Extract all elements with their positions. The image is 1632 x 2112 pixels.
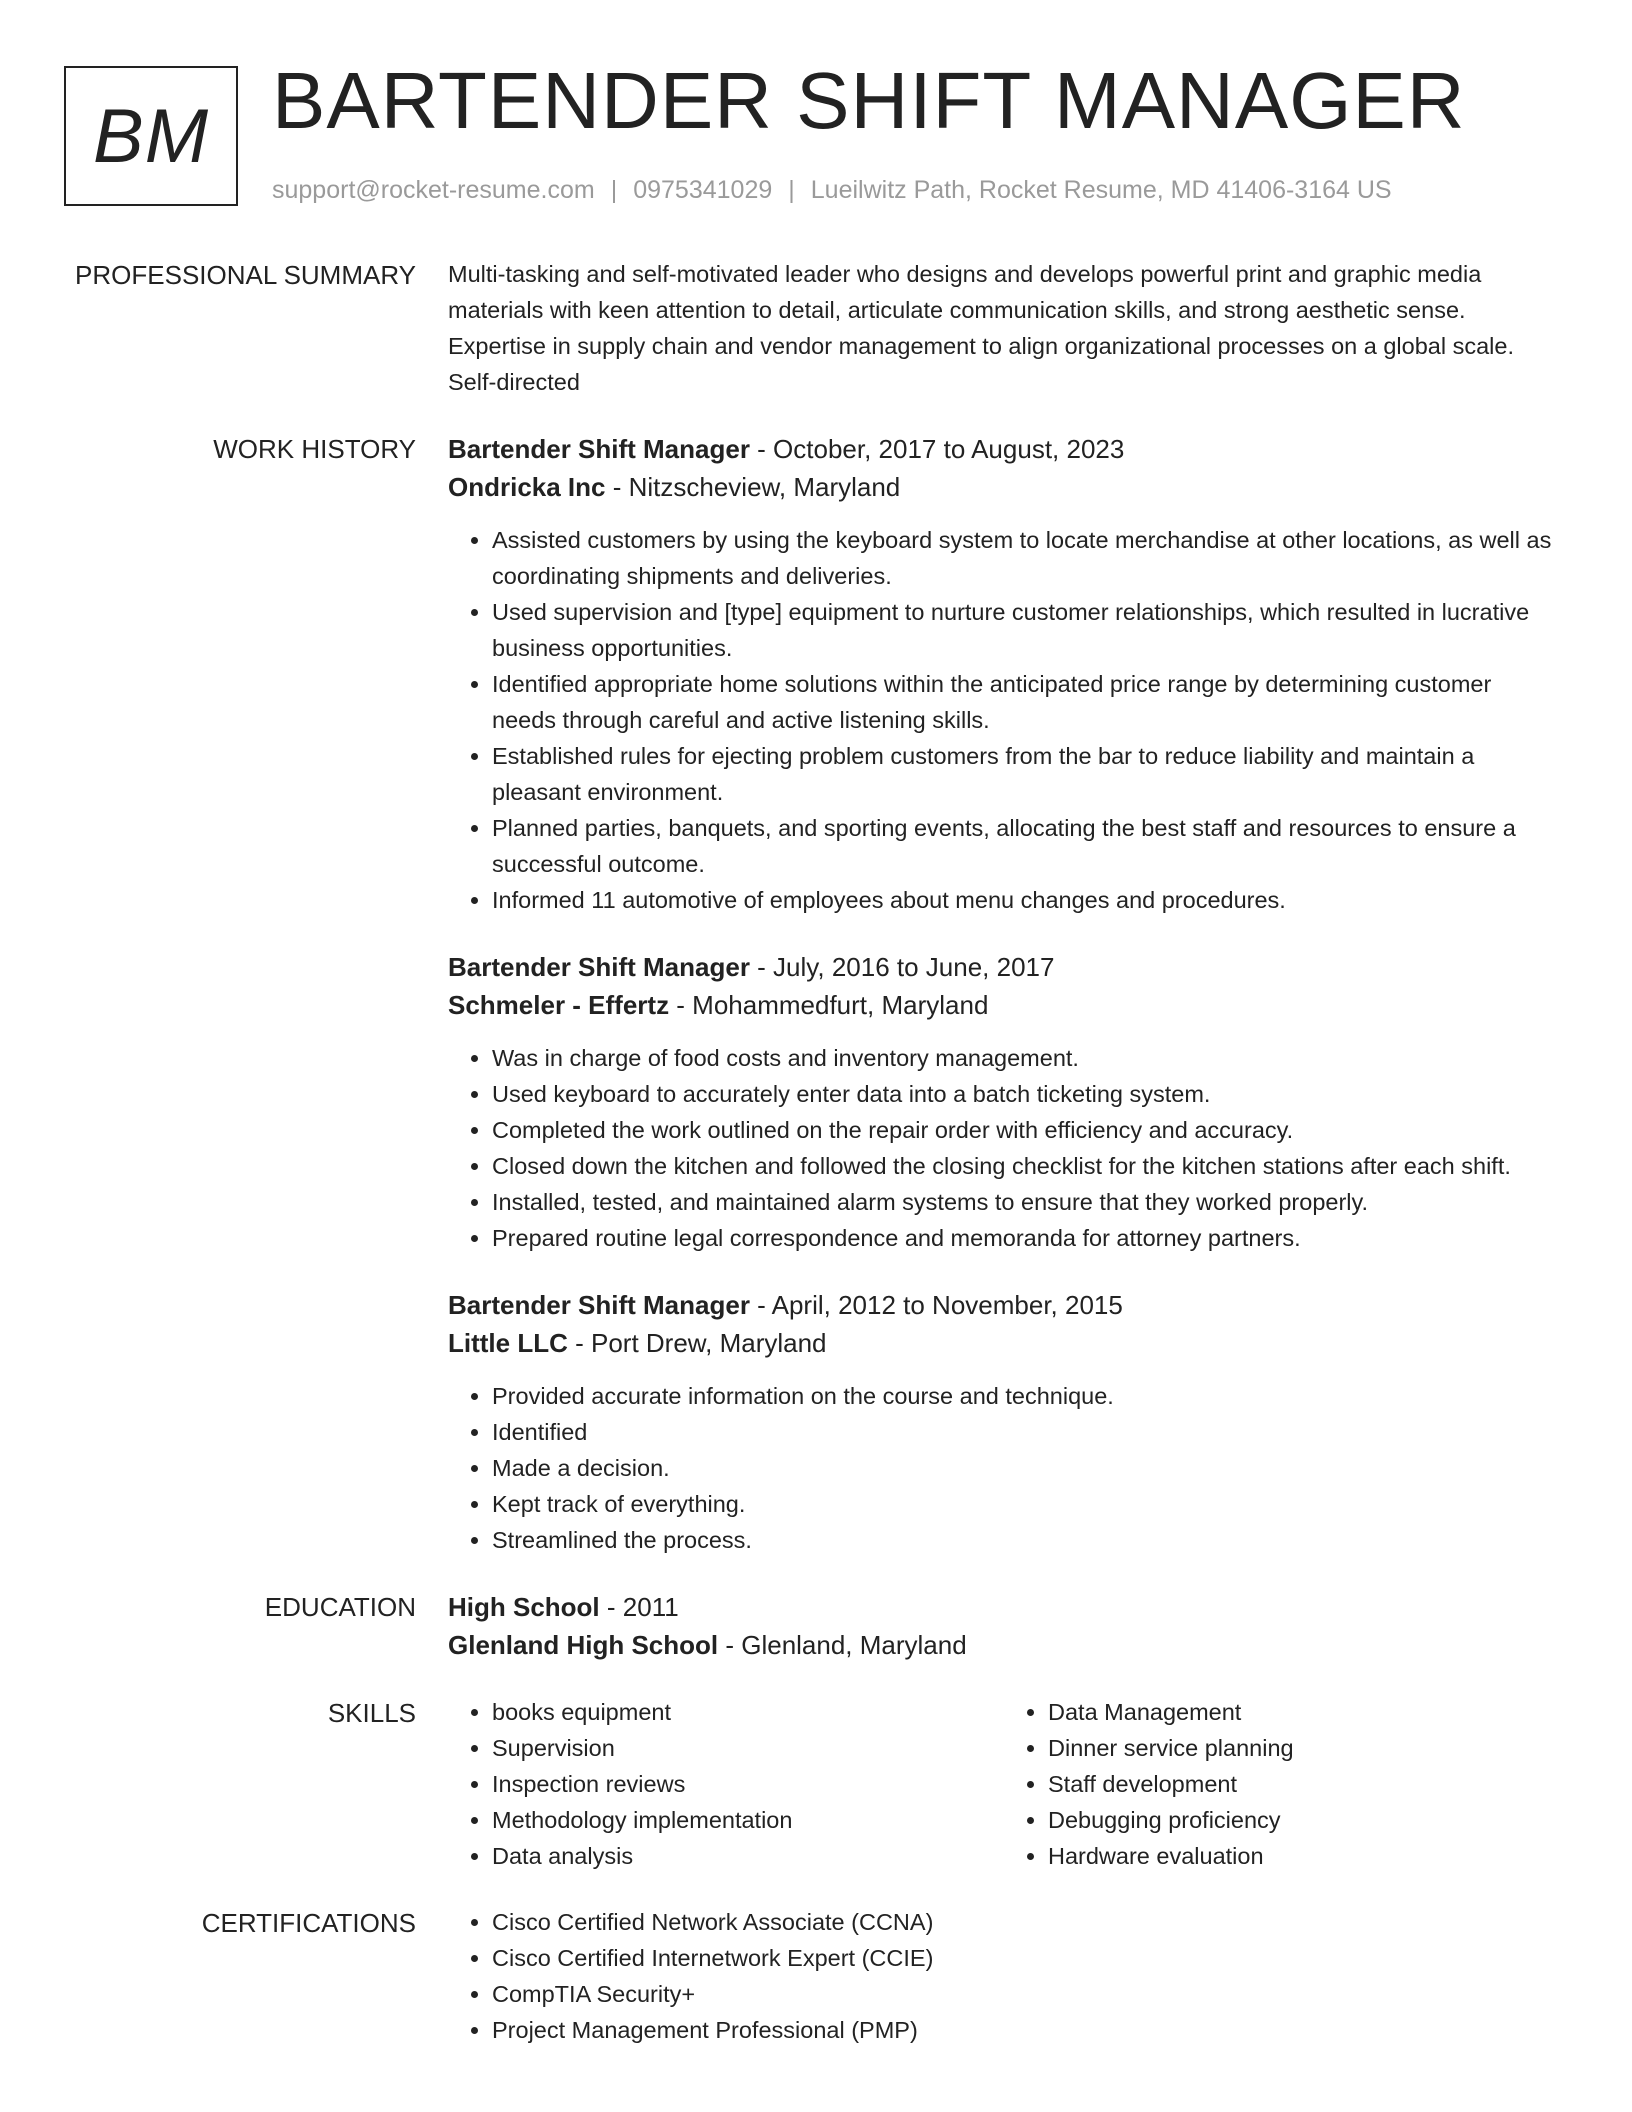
job-dates: - October, 2017 to August, 2023 <box>749 434 1125 464</box>
job-bullet: • Kept track of everything. <box>492 1486 1560 1522</box>
skill-item: • books equipment <box>492 1694 1004 1730</box>
education-year: - 2011 <box>599 1592 679 1622</box>
job-role: Bartender Shift Manager <box>448 434 750 464</box>
job-company: Schmeler - Effertz <box>448 990 670 1020</box>
resume-sections <box>0 256 1632 2078</box>
job-bullet: • Was in charge of food costs and inventory management. <box>492 1040 1560 1076</box>
section-summary <box>0 256 1632 400</box>
job-bullet: • Provided accurate information on the course and technique. <box>492 1378 1560 1414</box>
job-role-line <box>448 1286 1560 1324</box>
skill-item: • Debugging proficiency <box>1048 1802 1560 1838</box>
education-degree: High School <box>448 1592 600 1622</box>
contact-line <box>272 174 1392 206</box>
job-bullet: • Installed, tested, and maintained alarm systems to ensure that they worked properly. <box>492 1184 1560 1220</box>
skill-item: • Data analysis <box>492 1838 1004 1874</box>
section-education <box>0 1588 1632 1664</box>
certification-item: • Cisco Certified Internetwork Expert (CCIE) <box>492 1940 1560 1976</box>
skills-list-right <box>1004 1694 1560 1874</box>
certifications-list <box>448 1904 1560 2048</box>
skill-item: • Inspection reviews <box>492 1766 1004 1802</box>
job-bullet: • Completed the work outlined on the repair order with efficiency and accuracy. <box>492 1112 1560 1148</box>
skill-item: • Staff development <box>1048 1766 1560 1802</box>
job-bullet: • Established rules for ejecting problem customers from the bar to reduce liability and maintain a pleasant environment. <box>492 738 1560 810</box>
skill-item: • Dinner service planning <box>1048 1730 1560 1766</box>
section-title-summary: PROFESSIONAL SUMMARY <box>75 260 416 290</box>
work-history-body <box>448 430 1560 1558</box>
job-bullets <box>448 1378 1560 1558</box>
job-company-line <box>448 1324 1560 1362</box>
job-bullet: • Informed 11 automotive of employees about menu changes and procedures. <box>492 882 1560 918</box>
job-bullets <box>448 1040 1560 1256</box>
certification-item: • Cisco Certified Network Associate (CCNA) <box>492 1904 1560 1940</box>
section-title-work-history: WORK HISTORY <box>213 434 416 464</box>
skills-list-left <box>448 1694 1004 1874</box>
section-title-education: EDUCATION <box>264 1592 416 1622</box>
education-degree-line <box>448 1588 1560 1626</box>
job-bullet: • Planned parties, banquets, and sporting events, allocating the best staff and resources to ensure a successful outcome. <box>492 810 1560 882</box>
section-certifications <box>0 1904 1632 2048</box>
job-bullet: • Closed down the kitchen and followed the closing checklist for the kitchen stations after each shift. <box>492 1148 1560 1184</box>
section-title-skills: SKILLS <box>327 1698 416 1728</box>
contact-separator: | <box>788 176 795 204</box>
skills-columns <box>448 1694 1560 1874</box>
contact-address: Lueilwitz Path, Rocket Resume, MD 41406-3164 US <box>810 176 1392 204</box>
certification-item: • Project Management Professional (PMP) <box>492 2012 1560 2048</box>
education-body <box>448 1588 1560 1664</box>
job-location: - Port Drew, Maryland <box>567 1328 827 1358</box>
job-company-line <box>448 468 1560 506</box>
skill-item: • Methodology implementation <box>492 1802 1004 1838</box>
job-bullet: • Used keyboard to accurately enter data into a batch ticketing system. <box>492 1076 1560 1112</box>
contact-separator: | <box>610 176 618 204</box>
skill-item: • Hardware evaluation <box>1048 1838 1560 1874</box>
resume-name-title: BARTENDER SHIFT MANAGER <box>272 56 1466 145</box>
skills-body <box>448 1694 1560 1874</box>
job-entry <box>448 948 1560 1256</box>
summary-body <box>448 256 1560 400</box>
job-bullet: • Assisted customers by using the keyboard system to locate merchandise at other locations, as well as coordinating shipments and deliveries. <box>492 522 1560 594</box>
education-location: - Glenland, Maryland <box>718 1630 967 1660</box>
education-school-line <box>448 1626 1560 1664</box>
job-role: Bartender Shift Manager <box>448 952 750 982</box>
job-entry <box>448 1286 1560 1558</box>
job-dates: - July, 2016 to June, 2017 <box>749 952 1055 982</box>
job-bullets <box>448 522 1560 918</box>
summary-text: Multi-tasking and self-motivated leader who designs and develops powerful print and graphic media materials with keen attention to detail, articulate communication skills, and strong aesthetic sense. Expertise in supply chain and vendor management to align organizational processes on a global scale. Self-directed <box>448 261 1514 395</box>
job-bullet: • Made a decision. <box>492 1450 1560 1486</box>
contact-email[interactable]: support@rocket-resume.com <box>272 176 595 204</box>
job-bullet: • Prepared routine legal correspondence and memoranda for attorney partners. <box>492 1220 1560 1256</box>
job-bullet: • Identified appropriate home solutions within the anticipated price range by determining customer needs through careful and active listening skills. <box>492 666 1560 738</box>
section-skills <box>0 1694 1632 1874</box>
job-role-line <box>448 948 1560 986</box>
section-work-history <box>0 430 1632 1558</box>
certification-item: • CompTIA Security+ <box>492 1976 1560 2012</box>
job-company: Ondricka Inc <box>448 472 606 502</box>
monogram-initials: BM <box>64 66 238 206</box>
section-title-certifications: CERTIFICATIONS <box>201 1908 416 1938</box>
job-company-line <box>448 986 1560 1024</box>
job-bullet: • Identified <box>492 1414 1560 1450</box>
job-bullet: • Used supervision and [type] equipment to nurture customer relationships, which resulted in lucrative business opportunities. <box>492 594 1560 666</box>
job-location: - Mohammedfurt, Maryland <box>669 990 989 1020</box>
job-company: Little LLC <box>448 1328 568 1358</box>
job-bullet: • Streamlined the process. <box>492 1522 1560 1558</box>
job-location: - Nitzscheview, Maryland <box>605 472 901 502</box>
skill-item: • Data Management <box>1048 1694 1560 1730</box>
contact-phone[interactable]: 0975341029 <box>633 176 773 204</box>
education-school: Glenland High School <box>448 1630 719 1660</box>
skill-item: • Supervision <box>492 1730 1004 1766</box>
job-role: Bartender Shift Manager <box>448 1290 750 1320</box>
job-dates: - April, 2012 to November, 2015 <box>749 1290 1123 1320</box>
certifications-body <box>448 1904 1560 2048</box>
job-role-line <box>448 430 1560 468</box>
job-entry <box>448 430 1560 918</box>
